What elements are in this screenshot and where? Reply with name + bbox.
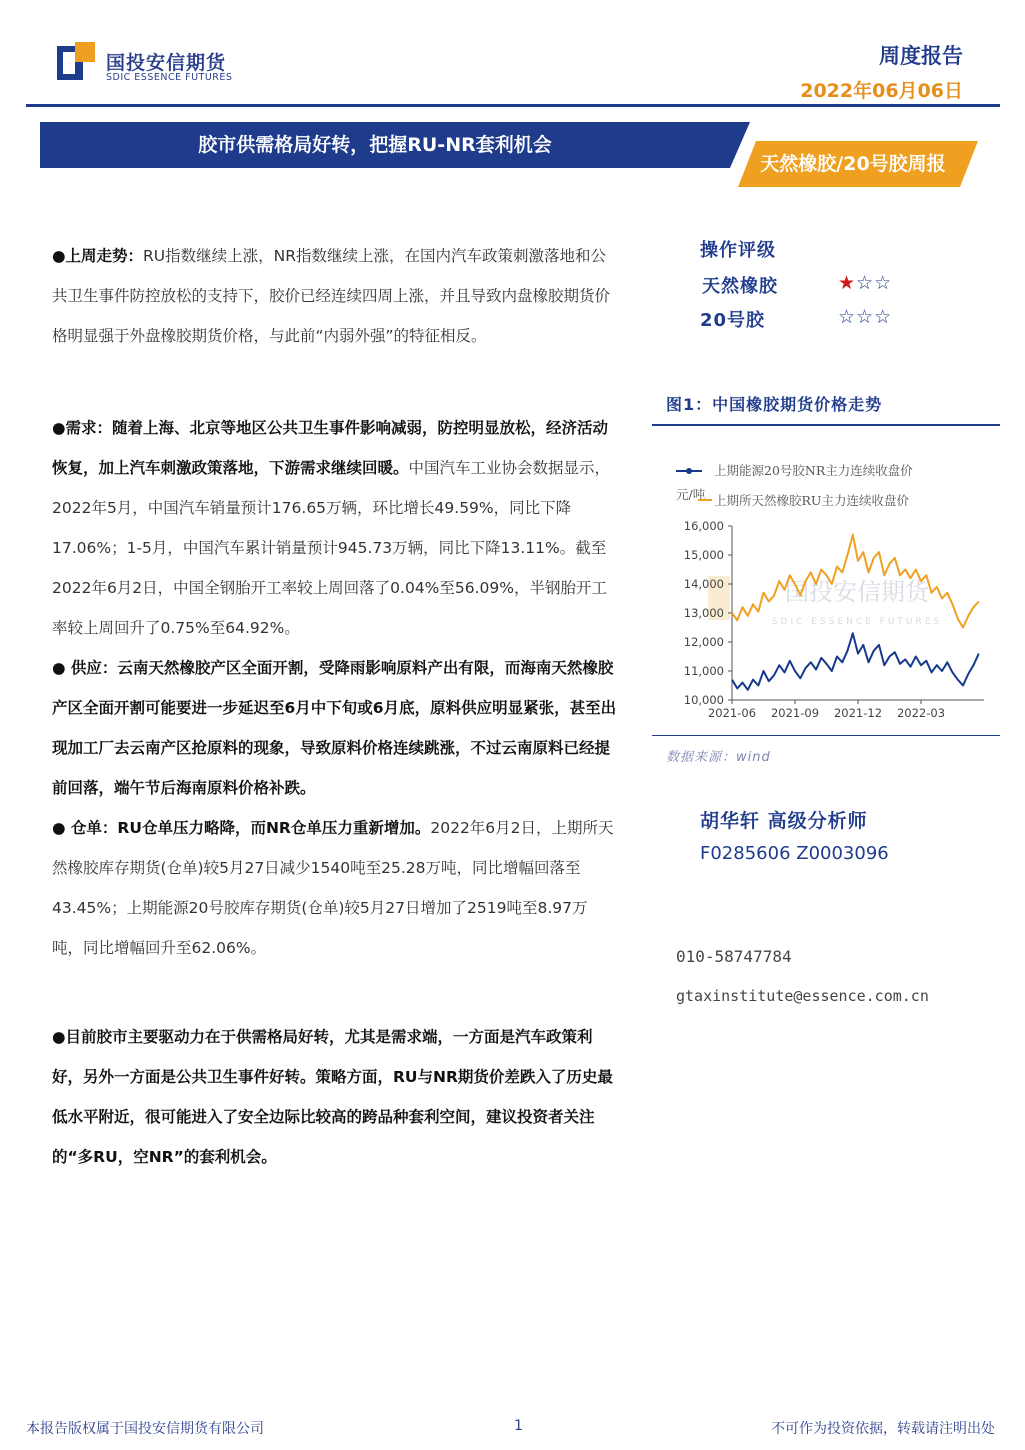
- footer-copyright: 本报告版权属于国投安信期货有限公司: [26, 1421, 264, 1437]
- star-filled-icon: ★: [838, 272, 857, 294]
- paragraph-lead: ●目前胶市主要驱动力在于供需格局好转，尤其是需求端，一方面是汽车政策利好，另外一方面是公共卫生事件好转。策略方面，RU与NR期货价差跌入了历史最低水平附近，很可能进入了安全边际比较高的跨品种套利空间，建议投资者关注的“多RU，空NR”的套利机会。: [52, 1028, 613, 1166]
- legend-label-nr: 上期能源20号胶NR主力连续收盘价: [714, 463, 913, 478]
- y-tick-label: 13,000: [683, 606, 724, 620]
- page-number: 1: [514, 1418, 523, 1434]
- x-tick-label: 2021-12: [833, 706, 883, 720]
- paragraph-text: RU指数继续上涨，NR指数继续上涨，在国内汽车政策刺激落地和公共卫生事件防控放松的支持下，胶价已经连续四周上涨，并且导致内盘橡胶期货价格明显强于外盘橡胶期货价格，与此前“内弱外强”的特征相反。: [52, 247, 611, 345]
- analyst-name: 胡华轩 高级分析师: [700, 810, 868, 832]
- x-tick-label: 2021-09: [770, 706, 820, 720]
- star-empty-icon: ☆: [874, 306, 893, 328]
- rubber-futures-price-chart: [652, 456, 1000, 731]
- paragraph-lead: ● 供应：云南天然橡胶产区全面开割，受降雨影响原料产出有限，而海南天然橡胶产区全面开割可能要进一步延迟至6月中下旬或6月底，原料供应明显紧张，甚至出现加工厂去云南产区抢原料的现象，导致原料价格连续跳涨，不过云南原料已经提前回落，端午节后海南原料价格补跌。: [52, 659, 617, 797]
- star-empty-icon: ☆: [838, 306, 857, 328]
- figure-bottom-rule: [652, 735, 1000, 736]
- paragraph-warehouse-receipts: [52, 808, 617, 968]
- paragraph-supply: [52, 648, 617, 808]
- paragraph-text: 中国汽车工业协会数据显示，2022年5月，中国汽车销量预计176.65万辆，环比增长49.59%，同比下降17.06%；1-5月，中国汽车累计销量预计945.73万辆，同比下降13.11%。截至2022年6月2日，中国全钢胎开工率较上周回落了0.04%至56.09%，半钢胎开工率较上周回升了0.75%至64.92%。: [52, 459, 611, 637]
- contact-phone: 010-58747784: [676, 947, 792, 966]
- paragraph-text: 2022年6月2日，上期所天然橡胶库存期货(仓单)较5月27日减少1540吨至25.28万吨，同比增幅回落至43.45%；上期能源20号胶库存期货(仓单)较5月27日增加了2519吨至8.97万吨，同比增幅回升至62.06%。: [52, 819, 614, 957]
- report-category-tag: 天然橡胶/20号胶周报: [760, 153, 946, 175]
- figure-title: 图1：中国橡胶期货价格走势: [666, 395, 883, 414]
- legend-label-ru: 上期所天然橡胶RU主力连续收盘价: [714, 493, 909, 508]
- contact-email[interactable]: gtaxinstitute@essence.com.cn: [676, 987, 929, 1005]
- footer-disclaimer: 不可作为投资依据，转载请注明出处: [771, 1421, 995, 1437]
- analyst-licence-numbers: F0285606 Z0003096: [700, 843, 889, 864]
- rating-stars-natural-rubber: [838, 272, 892, 294]
- paragraph-lead: ● 仓单：RU仓单压力略降，而NR仓单压力重新增加。: [52, 819, 431, 837]
- header-divider: [26, 104, 1000, 107]
- series-line-nr: [732, 633, 979, 690]
- rating-name-natural-rubber: 天然橡胶: [702, 276, 778, 297]
- company-logo-icon: [55, 40, 97, 82]
- y-tick-label: 15,000: [683, 548, 724, 562]
- star-empty-icon: ☆: [874, 272, 893, 294]
- y-tick-label: 12,000: [683, 635, 724, 649]
- y-tick-label: 14,000: [683, 577, 724, 591]
- star-empty-icon: ☆: [856, 306, 875, 328]
- x-tick-label: 2022-03: [896, 706, 946, 720]
- company-name-en: SDIC ESSENCE FUTURES: [106, 72, 233, 83]
- report-date: 2022年06月06日: [800, 80, 963, 102]
- report-title: 胶市供需格局好转，把握RU-NR套利机会: [198, 134, 552, 156]
- figure-top-rule: [652, 424, 1000, 426]
- paragraph-lead: ●上周走势：: [52, 247, 144, 265]
- paragraph-demand: [52, 408, 617, 648]
- rating-stars-tsr20: [838, 306, 892, 328]
- x-tick-label: 2021-06: [707, 706, 757, 720]
- data-source: 数据来源：wind: [666, 750, 771, 765]
- chart-watermark-cn: 国投安信期货: [785, 578, 929, 606]
- paragraph-lead: ●需求：随着上海、北京等地区公共卫生事件影响减弱，防控明显放松，经济活动恢复，加上汽车刺激政策落地，下游需求继续回暖。: [52, 419, 609, 477]
- chart-watermark-en: SDIC ESSENCE FUTURES: [771, 617, 943, 627]
- report-type: 周度报告: [879, 44, 963, 68]
- paragraph-strategy: [52, 1017, 617, 1177]
- y-tick-label: 10,000: [683, 693, 724, 707]
- legend-marker-nr: [686, 468, 692, 474]
- y-tick-label: 11,000: [683, 664, 724, 678]
- rating-name-tsr20: 20号胶: [700, 310, 766, 331]
- y-tick-label: 16,000: [683, 519, 724, 533]
- company-name-cn: 国投安信期货: [106, 52, 227, 74]
- rating-heading: 操作评级: [700, 240, 776, 261]
- y-axis-unit: 元/吨: [676, 487, 706, 502]
- paragraph-weekly-trend: [52, 236, 617, 356]
- star-empty-icon: ☆: [856, 272, 875, 294]
